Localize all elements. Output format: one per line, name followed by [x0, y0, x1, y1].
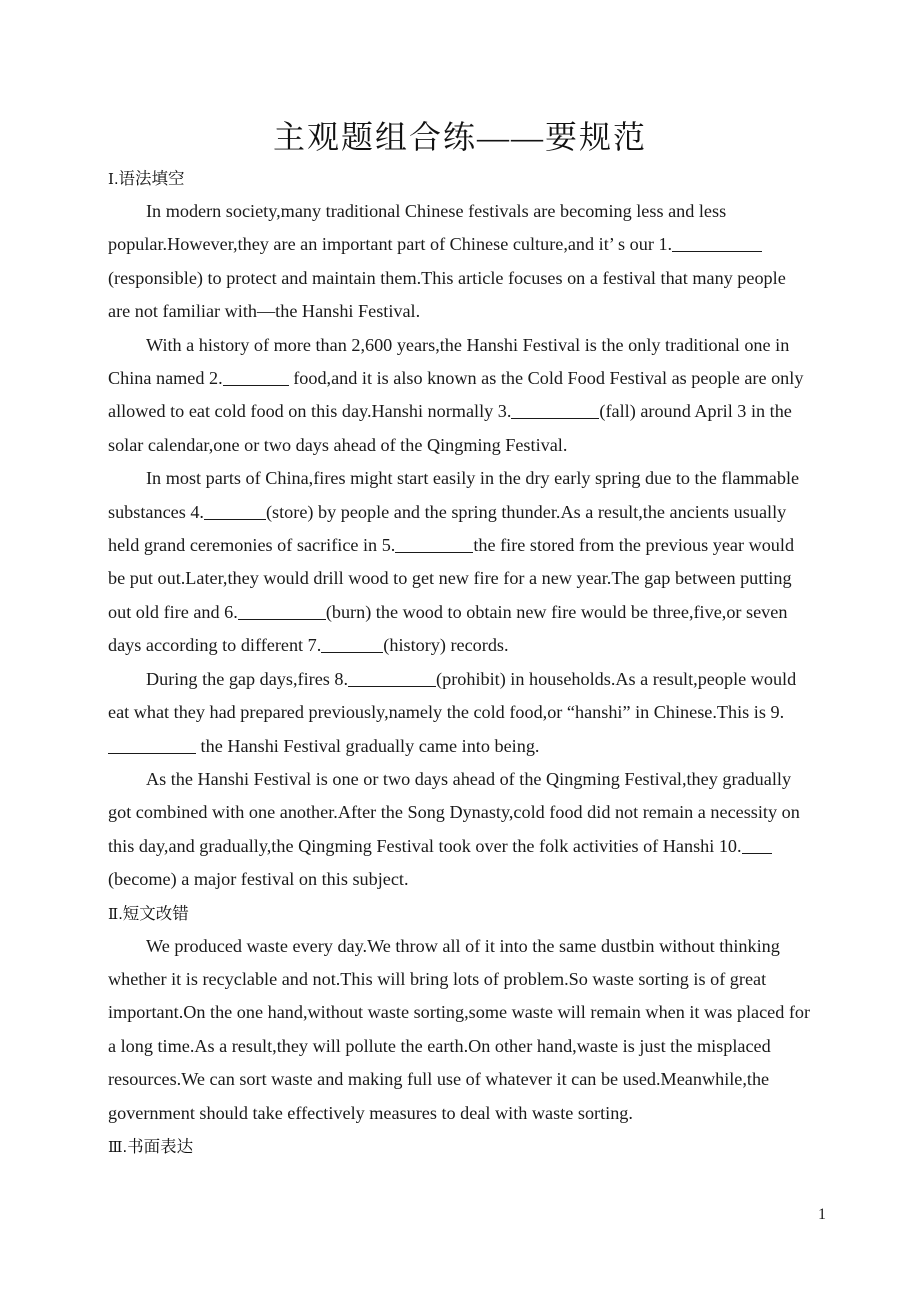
p5-text-2: (become) a major festival on this subject. [108, 869, 409, 890]
error-correction-paragraph: We produced waste every day.We throw all of it into the same dustbin without thinking whether it is recyclable and not.This will bring lots of problem.So waste sorting is of great important.On the one hand,without waste sorting,some waste will remain when it was placed for a long time.As a result,they will pollute the earth.On other hand,waste is just the misplaced resources.We can sort waste and making full use of whatever it can be used.Meanwhile,the government should take effectively measures to deal with waste sorting. [108, 935, 811, 1123]
p3-text-4: (burn) the wood to obtain new fire would be three,five,or seven days according to different 7. [108, 601, 788, 656]
p3-text-2: (store) by people and the spring thunder.As a result,the ancients usually held grand ceremonies of sacrifice in 5. [108, 501, 787, 556]
p3-text-1: In most parts of China,fires might start easily in the dry early spring due to the flammable substances 4. [108, 468, 800, 522]
section-label-2: 短文改错 [122, 904, 189, 923]
p4-text-2: (prohibit) in households.As a result,people would eat what they had prepared previously,namely the cold food,or “hanshi” in Chinese.This is 9. [108, 668, 797, 723]
answer-blank-7[interactable] [321, 636, 383, 654]
page-title: 主观题组合练——要规范 [272, 119, 647, 155]
p5-text-1: As the Hanshi Festival is one or two days ahead of the Qingming Festival,they gradually got combined with one another.After the Song Dynasty,cold food did not remain a necessity on this day,and gradually,the Qingming Festival took over the folk activities of Hanshi 10. [108, 768, 800, 856]
answer-blank-3[interactable] [511, 402, 599, 420]
section-dot-1: . [113, 170, 119, 188]
section-dot-3: . [122, 1137, 128, 1156]
p2-text-3: (fall) around April 3 in the solar calendar,one or two days ahead of the Qingming Festival. [108, 401, 792, 455]
document-body [108, 166, 812, 1163]
paragraph-2 [108, 329, 812, 463]
paragraph-5 [108, 763, 812, 897]
section-label-1: 语法填空 [118, 170, 185, 188]
p3-text-5: (history) records. [383, 635, 509, 656]
section-dot-2: . [118, 904, 123, 923]
section-heading-writing [108, 1134, 812, 1161]
paragraph-1 [108, 195, 812, 329]
answer-blank-9[interactable] [108, 736, 196, 754]
paragraph-3 [108, 462, 812, 662]
p1-text-2: (responsible) to protect and maintain them.This article focuses on a festival that many people are not familiar with—the Hanshi Festival. [108, 267, 786, 322]
answer-blank-1[interactable] [672, 235, 762, 253]
paragraph-4 [108, 663, 812, 763]
section-numeral-3: Ⅲ [108, 1139, 123, 1156]
section-numeral-2: Ⅱ [108, 906, 119, 923]
answer-blank-6[interactable] [238, 602, 326, 620]
page-number: 1 [818, 1206, 826, 1223]
section-label-3: 书面表达 [127, 1137, 194, 1156]
p3-text-3: the fire stored from the previous year would be put out.Later,they would drill wood to get new fire for a new year.The gap between putting out old fire and 6. [108, 535, 795, 622]
p2-text-2: food,and it is also known as the Cold Food Festival as people are only allowed to eat cold food on this day.Hanshi normally 3. [108, 368, 804, 422]
answer-blank-4[interactable] [204, 502, 266, 520]
answer-blank-8[interactable] [348, 669, 436, 687]
p1-text-1: In modern society,many traditional Chinese festivals are becoming less and less popular.However,they are an important part of Chinese culture,and it’ s our 1. [108, 201, 727, 255]
answer-blank-5[interactable] [395, 535, 473, 553]
answer-blank-10[interactable] [742, 836, 772, 854]
section-heading-grammar-fill [108, 166, 812, 193]
section-heading-error-correction [108, 901, 812, 928]
p4-text-3: the Hanshi Festival gradually came into being. [196, 735, 540, 756]
answer-blank-2[interactable] [223, 368, 289, 386]
p2-text-1: With a history of more than 2,600 years,the Hanshi Festival is the only traditional one in China named 2. [108, 334, 790, 389]
p4-text-1: During the gap days,fires 8. [146, 668, 349, 689]
section-numeral-1: Ⅰ [108, 172, 114, 188]
